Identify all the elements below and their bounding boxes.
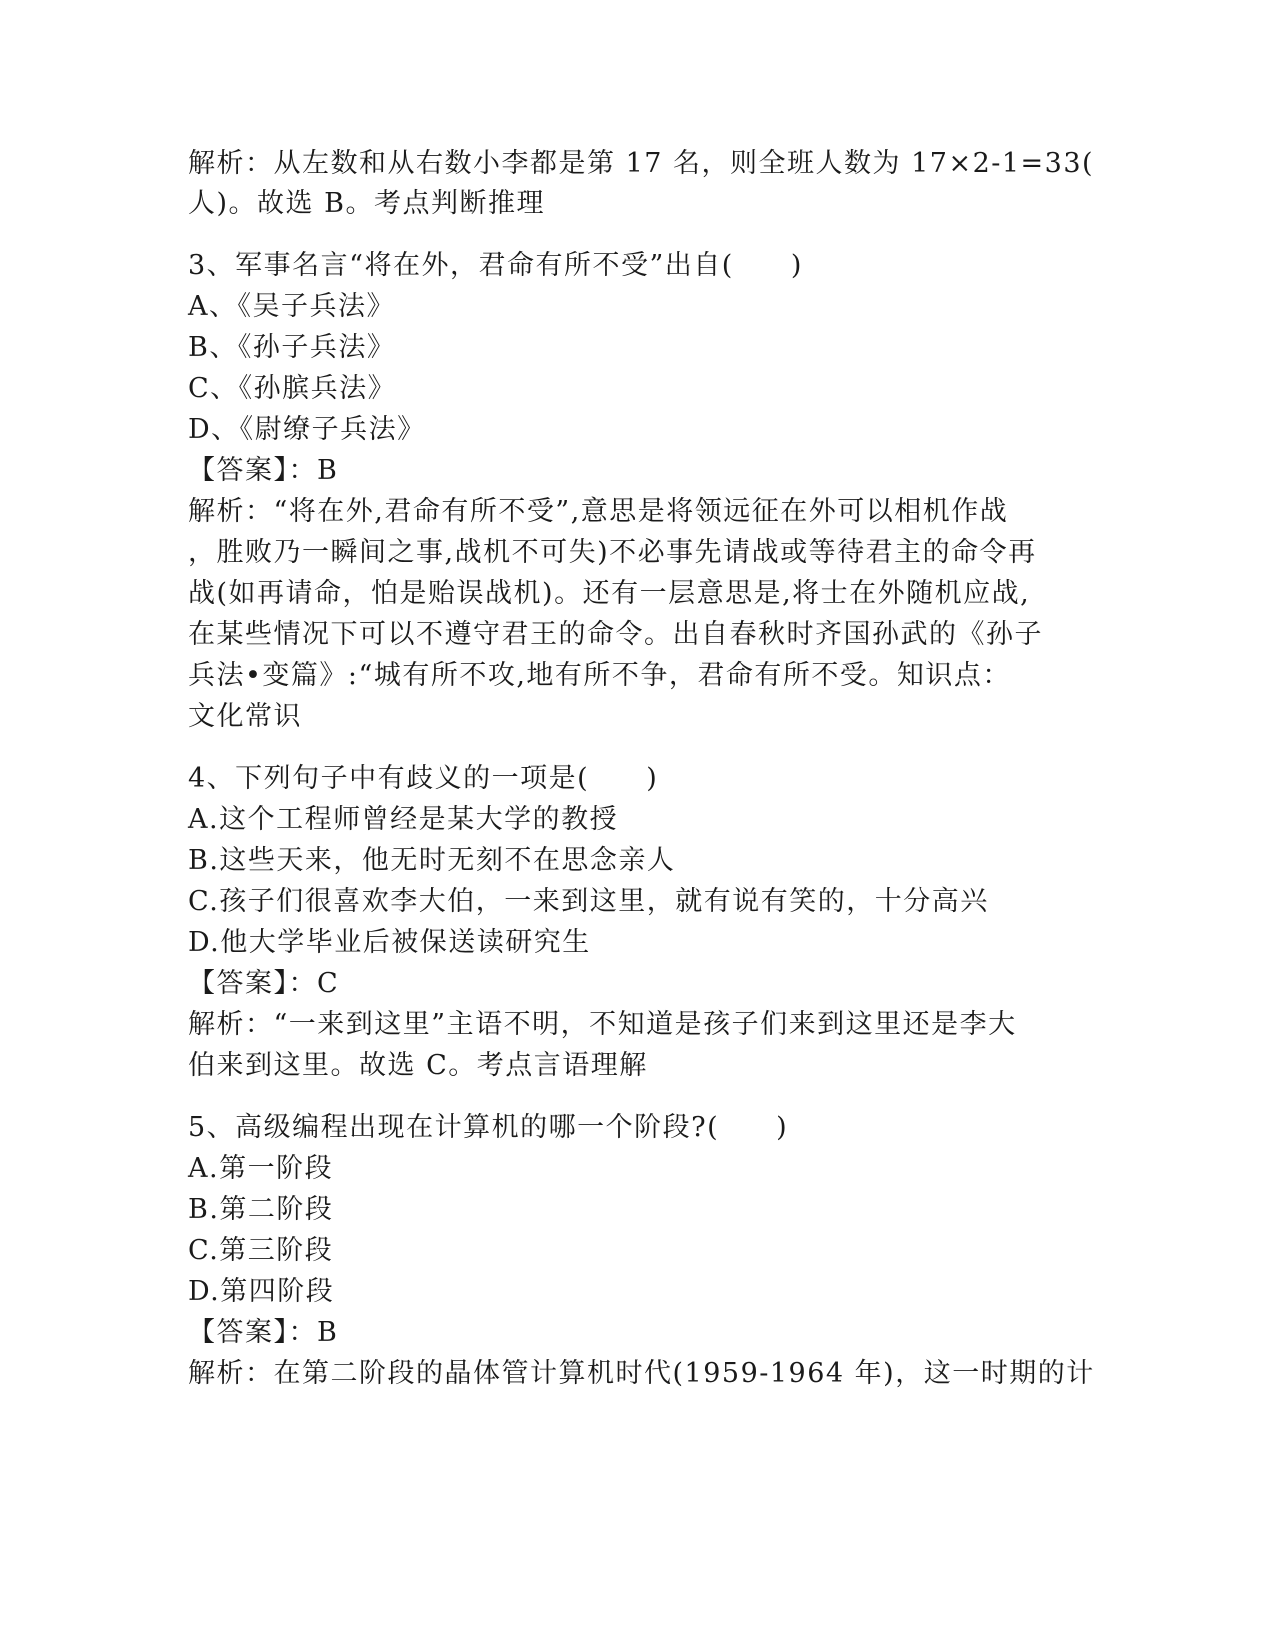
- q5-option-d: D.第四阶段: [188, 1276, 335, 1307]
- q3-answer: 【答案】：B: [188, 455, 339, 486]
- q3-explanation-line-1: 解析：“将在外,君命有所不受”,意思是将领远征在外可以相机作战: [188, 496, 1009, 527]
- q5-explanation-line-1: 解析：在第二阶段的晶体管计算机时代(1959-1964 年)，这一时期的计: [188, 1358, 1095, 1389]
- q4-question: 4、下列句子中有歧义的一项是( ): [188, 763, 659, 794]
- q5-option-a: A.第一阶段: [188, 1153, 334, 1184]
- q4-option-c: C.孩子们很喜欢李大伯，一来到这里，就有说有笑的，十分高兴: [188, 886, 989, 917]
- q3-explanation-line-6: 文化常识: [188, 701, 302, 732]
- q3-question: 3、军事名言“将在外，君命有所不受”出自( ): [188, 250, 803, 281]
- q5-question: 5、高级编程出现在计算机的哪一个阶段?( ): [188, 1112, 789, 1143]
- q4-option-b: B.这些天来，他无时无刻不在思念亲人: [188, 845, 676, 876]
- q4-answer: 【答案】：C: [188, 968, 340, 999]
- q3-option-b: B、《孙子兵法》: [188, 332, 396, 363]
- q3-explanation-line-5: 兵法•变篇》:“城有所不攻,地有所不争，君命有所不受。知识点：: [188, 660, 1011, 691]
- q5-answer: 【答案】：B: [188, 1317, 339, 1348]
- q5-option-c: C.第三阶段: [188, 1235, 334, 1266]
- q3-explanation-line-3: 战(如再请命，怕是贻误战机)。还有一层意思是,将士在外随机应战,: [188, 578, 1031, 609]
- q4-explanation-line-1: 解析：“一来到这里”主语不明，不知道是孩子们来到这里还是李大: [188, 1009, 1017, 1040]
- q2-explanation-line-2: 人)。故选 B。考点判断推理: [188, 188, 545, 219]
- q3-option-a: A、《吴子兵法》: [188, 291, 395, 322]
- q3-option-d: D、《尉缭子兵法》: [188, 414, 426, 445]
- q4-option-a: A.这个工程师曾经是某大学的教授: [188, 804, 619, 835]
- q4-explanation-line-2: 伯来到这里。故选 C。考点言语理解: [188, 1050, 648, 1081]
- q3-explanation-line-4: 在某些情况下可以不遵守君王的命令。出自春秋时齐国孙武的《孙子: [188, 619, 1043, 650]
- q3-option-c: C、《孙膑兵法》: [188, 373, 397, 404]
- q5-option-b: B.第二阶段: [188, 1194, 334, 1225]
- q2-explanation-line-1: 解析：从左数和从右数小李都是第 17 名，则全班人数为 17×2-1=33(: [188, 148, 1095, 179]
- q3-explanation-line-2: ，胜败乃一瞬间之事,战机不可失)不必事先请战或等待君主的命令再: [188, 537, 1037, 568]
- q4-option-d: D.他大学毕业后被保送读研究生: [188, 927, 591, 958]
